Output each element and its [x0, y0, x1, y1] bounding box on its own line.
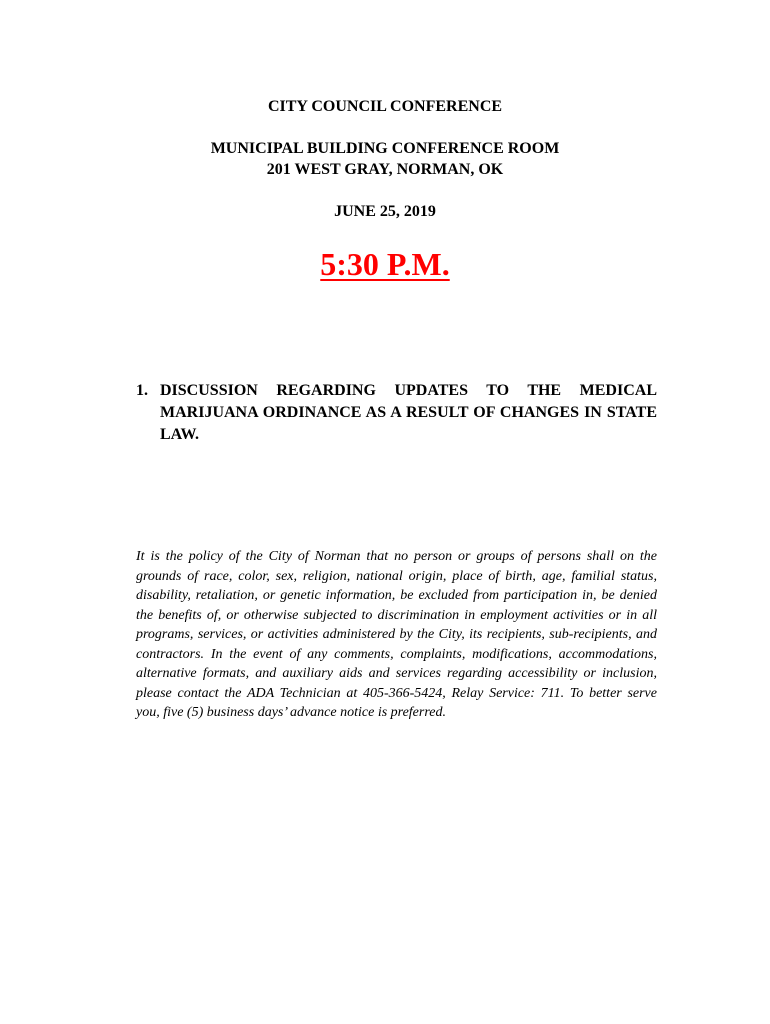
document-title: CITY COUNCIL CONFERENCE	[267, 98, 503, 115]
meeting-date: JUNE 25, 2019	[334, 203, 436, 220]
agenda-item-number: 1.	[136, 382, 148, 399]
venue-name: MUNICIPAL BUILDING CONFERENCE ROOM	[210, 140, 560, 157]
venue-address: 201 WEST GRAY, NORMAN, OK	[266, 161, 504, 178]
venue-block	[0, 138, 770, 180]
nondiscrimination-policy: It is the policy of the City of Norman that no person or groups of persons shall on the grounds of race, color, sex, religion, national origin, place of birth, age, familial status, disability, retaliation, or genetic information, be excluded from participation in, be denied the benefits of, or otherwise subjected to discrimination in employment activities or in all programs, services, or activities administered by the City, its recipients, sub-recipients, and contractors. In the event of any comments, complaints, modifications, accommodations, alternative formats, and auxiliary aids and services regarding accessibility or inclusion, please contact the ADA Technician at 405-366-5424, Relay Service: 711. To better serve you, five (5) business days’ advance notice is preferred.	[136, 549, 657, 720]
agenda-item	[136, 380, 657, 446]
agenda-item-text: DISCUSSION REGARDING UPDATES TO THE MEDICAL MARIJUANA ORDINANCE AS A RESULT OF CHANGES IN STATE LAW.	[160, 382, 657, 443]
meeting-time: 5:30 P.M.	[320, 246, 450, 282]
